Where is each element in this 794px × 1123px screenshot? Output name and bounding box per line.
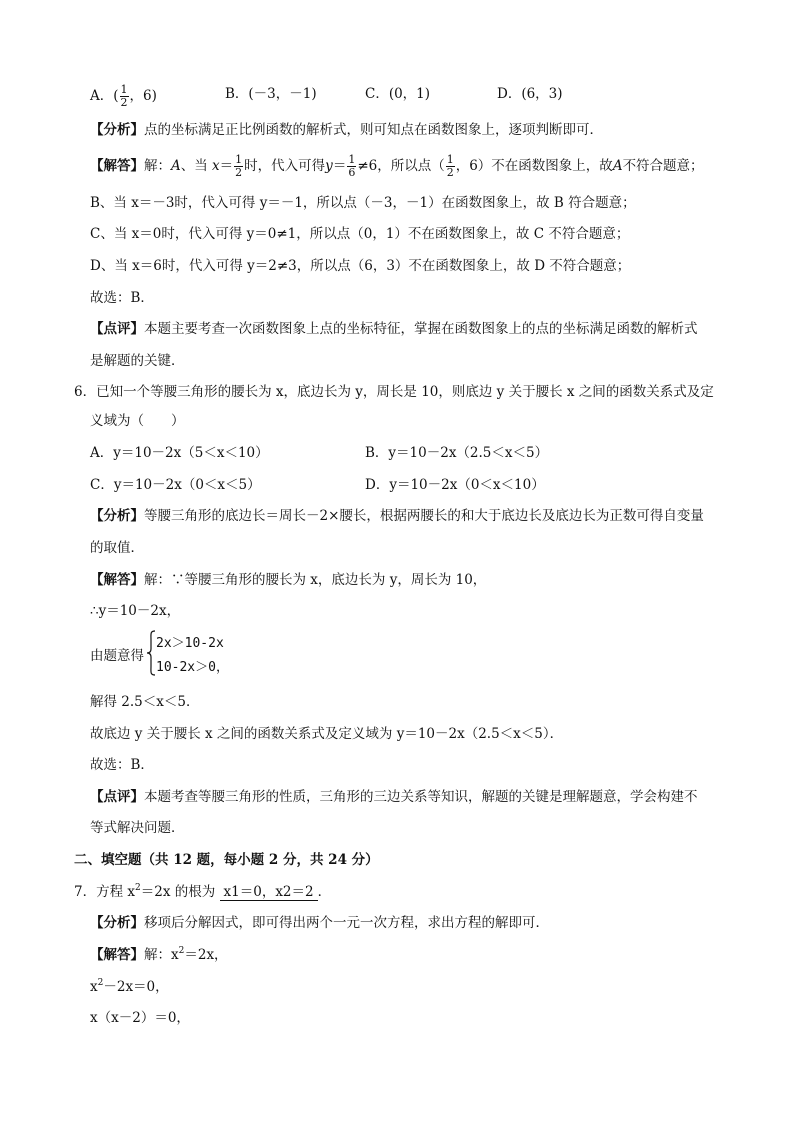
q5-answer-line-c: C、当 x＝0时，代入可得 y＝0≠1，所以点（0，1）不在函数图象上，故 C 不符合题意； bbox=[90, 226, 630, 242]
q6-choose: 故选：B． bbox=[90, 757, 154, 773]
q6-comment: 【点评】本题考查等腰三角形的性质，三角形的三边关系等知识，解题的关键是理解题意，学会构建不 bbox=[90, 789, 698, 805]
q6-solve: 解得 2.5＜x＜5． bbox=[90, 694, 200, 710]
left-brace-icon bbox=[146, 630, 156, 676]
q5-comment-line-2: 是解题的关键． bbox=[90, 353, 185, 369]
q6-answer: 【解答】解：∵等腰三角形的腰长为 x，底边长为 y，周长为 10， bbox=[90, 572, 487, 588]
q7-step-2: x（x－2）＝0， bbox=[90, 1010, 190, 1026]
q6-comment-line-2: 等式解决问题． bbox=[90, 820, 185, 836]
q7-step-1: $x^2-2x=0$， bbox=[90, 978, 169, 995]
q6-stem-line-2: 义域为（ ） bbox=[90, 413, 185, 429]
q5-choose: 故选：B． bbox=[90, 290, 154, 306]
system-comma: ， bbox=[215, 660, 229, 675]
q5-comment: 【点评】本题主要考查一次函数图象上点的坐标特征，掌握在函数图象上的点的坐标满足函数的解析式 bbox=[90, 321, 698, 337]
inequality-2: 10-2x＞0， bbox=[156, 660, 229, 675]
q7-answer: 【解答】解：$x^2=2x$， bbox=[90, 946, 228, 963]
q7-stem: 7．方程 $x^2=2x$ 的根为 x1＝0，x2＝2 ． bbox=[74, 883, 332, 900]
q5-answer-line-1: 【解答】解：A、当 x＝ $\frac{1}{2}$ 时，代入可得y＝ $\frac{1}{6}$ ≠6，所以点（ $\frac{1}{2}$ ，6）不在函数图象上，故A不符合题意； bbox=[90, 153, 704, 179]
q5-option-c: C．(0，1) bbox=[365, 86, 431, 102]
q5-answer-line-b: B、当 x＝－3时，代入可得 y＝－1，所以点（－3，－1）在函数图象上，故 B 符合题意； bbox=[90, 195, 636, 211]
q6-stem-line-1: 6．已知一个等腰三角形的腰长为 x，底边长为 y，周长是 10，则底边 y 关于腰长 x 之间的函数关系式及定 bbox=[74, 384, 714, 400]
q6-option-c: C．y＝10－2x（0＜x＜5） bbox=[90, 477, 261, 493]
system-label: 由题意得 bbox=[90, 648, 144, 664]
q5-option-a: A．( $\frac{1}{2}$ ，6) bbox=[90, 83, 157, 109]
q5-option-b: B．(－3，－1) bbox=[225, 86, 317, 102]
q6-answer-line-2: ∴y＝10－2x， bbox=[90, 603, 181, 619]
fraction: $\frac{1}{2}$ bbox=[120, 83, 128, 109]
q5-analysis: 【分析】点的坐标满足正比例函数的解析式，则可知点在函数图象上，逐项判断即可． bbox=[90, 122, 603, 138]
inequality-1: 2x＞10-2x bbox=[156, 636, 224, 651]
section-title: 二、填空题（共 12 题，每小题 2 分，共 24 分） bbox=[74, 852, 379, 868]
q5-answer-line-d: D、当 x＝6时，代入可得 y＝2≠3，所以点（6，3）不在函数图象上，故 D 不符合题意； bbox=[90, 258, 631, 274]
answer-blank: x1＝0，x2＝2 bbox=[220, 884, 318, 901]
q5-option-d: D．(6，3) bbox=[497, 86, 563, 102]
fraction: $\frac{1}{2}$ bbox=[446, 153, 454, 179]
fraction: $\frac{1}{2}$ bbox=[235, 153, 243, 179]
q6-analysis: 【分析】等腰三角形的底边长＝周长－2×腰长，根据两腰长的和大于底边长及底边长为正数可得自变量 bbox=[90, 508, 704, 524]
q6-analysis-line-2: 的取值． bbox=[90, 540, 144, 556]
q7-analysis: 【分析】移项后分解因式，即可得出两个一元一次方程，求出方程的解即可． bbox=[90, 915, 549, 931]
q6-option-a: A．y＝10－2x（5＜x＜10） bbox=[90, 445, 269, 461]
q6-option-d: D．y＝10－2x（0＜x＜10） bbox=[365, 477, 545, 493]
q6-conclude: 故底边 y 关于腰长 x 之间的函数关系式及定义域为 y＝10－2x（2.5＜x＜5）． bbox=[90, 726, 564, 742]
q6-option-b: B．y＝10－2x（2.5＜x＜5） bbox=[365, 445, 549, 461]
fraction: $\frac{1}{6}$ bbox=[348, 153, 356, 179]
